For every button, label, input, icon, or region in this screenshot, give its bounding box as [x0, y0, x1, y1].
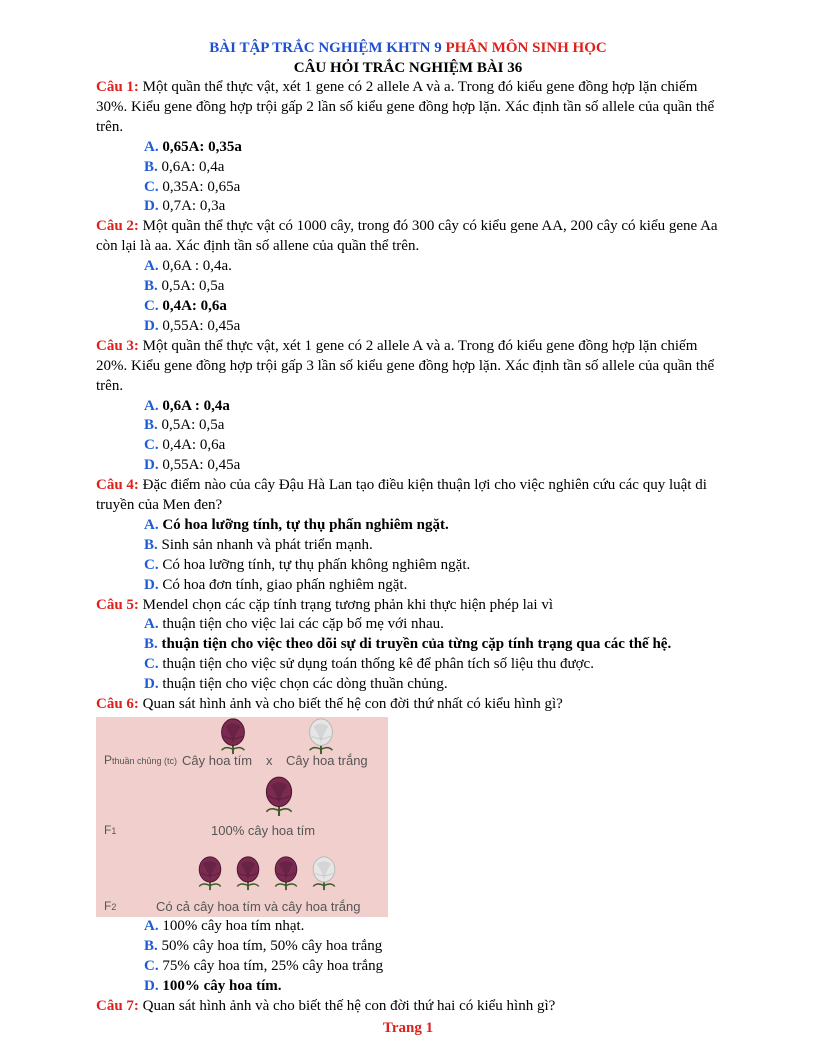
question-4	[96, 476, 726, 516]
answer-option[interactable]	[144, 516, 726, 536]
option-text: thuận tiện cho việc chọn các dòng thuần chủng.	[162, 676, 448, 693]
option-text: 0,6A : 0,4a	[162, 397, 230, 414]
f1-generation-label: F1	[104, 823, 117, 837]
question-text: Quan sát hình ảnh và cho biết thế hệ con đời thứ hai có kiểu hình gì?	[138, 997, 556, 1014]
option-label: C.	[144, 556, 159, 573]
option-text: 75% cây hoa tím, 25% cây hoa trắng	[162, 957, 384, 974]
answer-option[interactable]	[144, 416, 726, 436]
option-text: 0,55A: 0,45a	[162, 457, 241, 474]
question-5	[96, 596, 726, 616]
option-label: C.	[144, 656, 159, 673]
option-label: B.	[144, 417, 158, 434]
option-text: 0,55A: 0,45a	[162, 317, 241, 334]
f2-result-label: Có cả cây hoa tím và cây hoa trắng	[156, 899, 361, 914]
option-label: B.	[144, 158, 158, 175]
option-label: A.	[144, 918, 159, 934]
option-label: C.	[144, 957, 159, 974]
document-subtitle: CÂU HỎI TRẮC NGHIỆM BÀI 36	[293, 60, 523, 76]
option-text: thuận tiện cho việc lai các cặp bố mẹ với nhau.	[162, 616, 444, 633]
question-1	[96, 78, 726, 138]
option-text: Có hoa lưỡng tính, tự thụ phấn nghiêm ngặt.	[162, 516, 449, 533]
option-text: thuận tiện cho việc sử dụng toán thống kê để phân tích số liệu thu được.	[162, 656, 594, 673]
option-label: A.	[144, 516, 159, 533]
answer-option[interactable]	[144, 977, 726, 997]
question-label: Câu 7:	[96, 997, 139, 1014]
option-text: 0,6A: 0,4a	[161, 158, 225, 175]
purple-flower-icon	[192, 855, 228, 897]
white-parent-label: Cây hoa trắng	[286, 753, 368, 768]
question-text: Quan sát hình ảnh và cho biết thế hệ con đời thứ nhất có kiểu hình gì?	[138, 696, 563, 713]
question-text: Một quần thể thực vật, xét 1 gene có 2 allele A và a. Trong đó kiểu gene đồng hợp lặn chiếm 20%. Kiểu gene đồng hợp trội gấp 3 lần số kiểu gene đồng hợp lặn. Xác định tần số allele của quần thể trên.	[96, 337, 715, 394]
answer-option[interactable]	[144, 197, 726, 217]
question-6	[96, 695, 726, 715]
option-text: 0,4A: 0,6a	[162, 297, 227, 314]
option-text: Có hoa đơn tính, giao phấn nghiêm ngặt.	[162, 576, 408, 593]
question-3	[96, 337, 726, 397]
answer-option[interactable]	[144, 178, 726, 198]
question-label: Câu 4:	[96, 477, 139, 494]
cross-symbol: x	[266, 753, 273, 768]
option-label: D.	[144, 676, 159, 693]
answer-option[interactable]	[144, 456, 726, 476]
title-branch: PHÂN MÔN SINH HỌC	[445, 40, 607, 56]
option-label: B.	[144, 536, 158, 553]
genetics-cross-figure	[96, 717, 388, 917]
answer-option[interactable]	[144, 675, 726, 695]
option-text: 0,5A: 0,5a	[161, 417, 225, 434]
answer-option[interactable]	[144, 138, 726, 158]
option-label: A.	[144, 397, 159, 414]
answer-option[interactable]	[144, 536, 726, 556]
option-label: A.	[144, 138, 159, 155]
white-flower-icon	[306, 855, 342, 897]
question-2	[96, 217, 726, 257]
question-label: Câu 5:	[96, 596, 139, 613]
option-text: 0,4A: 0,6a	[162, 437, 226, 454]
option-label: B.	[144, 278, 158, 295]
option-text: Có hoa lưỡng tính, tự thụ phấn không nghiêm ngặt.	[162, 556, 471, 573]
answer-option[interactable]	[144, 556, 726, 576]
option-text: 0,5A: 0,5a	[161, 278, 225, 295]
option-text: 0,65A: 0,35a	[162, 138, 242, 155]
option-label: A.	[144, 616, 159, 633]
option-text: 0,35A: 0,65a	[162, 178, 241, 195]
option-label: C.	[144, 297, 159, 314]
answer-option[interactable]	[144, 436, 726, 456]
answer-option[interactable]	[144, 615, 726, 635]
question-text: Mendel chọn các cặp tính trạng tương phản khi thực hiện phép lai vì	[138, 596, 553, 613]
answer-option[interactable]	[144, 158, 726, 178]
question-list	[96, 78, 726, 1017]
answer-option[interactable]	[144, 297, 726, 317]
question-text: Đặc điểm nào của cây Đậu Hà Lan tạo điều kiện thuận lợi cho việc nghiên cứu các quy luật di truyền của Men đen?	[96, 477, 707, 514]
option-label: A.	[144, 258, 159, 275]
option-text: 0,7A: 0,3a	[162, 198, 226, 215]
option-text: thuận tiện cho việc theo dõi sự di truyền của từng cặp tính trạng qua các thế hệ.	[161, 636, 672, 653]
question-7	[96, 997, 726, 1017]
question-text: Một quần thể thực vật có 1000 cây, trong đó 300 cây có kiểu gene AA, 200 cây có kiểu gene Aa còn lại là aa. Xác định tần số allene của quần thể trên.	[96, 218, 718, 255]
purple-flower-icon	[268, 855, 304, 897]
answer-option[interactable]	[144, 635, 726, 655]
f2-generation-label: F2	[104, 899, 117, 913]
option-label: C.	[144, 178, 159, 195]
option-label: D.	[144, 317, 159, 334]
f1-result-label: 100% cây hoa tím	[211, 823, 316, 838]
answer-option[interactable]	[144, 257, 726, 277]
answer-option[interactable]	[144, 937, 726, 957]
question-text: Một quần thể thực vật, xét 1 gene có 2 allele A và a. Trong đó kiểu gene đồng hợp lặn chiếm 30%. Kiểu gene đồng hợp trội gấp 2 lần số kiểu gene đồng hợp lặn. Xác định tần số allele của quần thể trên.	[96, 79, 715, 135]
option-text: 0,6A : 0,4a.	[162, 258, 232, 275]
answer-option[interactable]	[144, 917, 726, 937]
option-text: 100% cây hoa tím nhạt.	[162, 918, 305, 934]
p-generation-label: Pthuần chủng (tc)	[104, 753, 178, 767]
purple-flower-icon	[258, 775, 300, 823]
purple-flower-icon	[230, 855, 266, 897]
option-label: D.	[144, 576, 159, 593]
option-text: Sinh sản nhanh và phát triển mạnh.	[161, 536, 373, 553]
option-text: 100% cây hoa tím.	[162, 977, 282, 994]
option-label: B.	[144, 937, 158, 954]
question-label: Câu 1:	[96, 79, 139, 95]
option-label: D.	[144, 457, 159, 474]
answer-option[interactable]	[144, 655, 726, 675]
question-label: Câu 6:	[96, 696, 139, 713]
answer-option[interactable]	[144, 317, 726, 337]
purple-parent-label: Cây hoa tím	[182, 753, 253, 768]
answer-option[interactable]	[144, 397, 726, 417]
option-label: D.	[144, 198, 159, 215]
option-text: 50% cây hoa tím, 50% cây hoa trắng	[161, 937, 383, 954]
option-label: C.	[144, 437, 159, 454]
question-label: Câu 2:	[96, 218, 139, 235]
option-label: D.	[144, 977, 159, 994]
document-title	[0, 38, 816, 58]
answer-option[interactable]	[144, 576, 726, 596]
answer-option[interactable]	[144, 957, 726, 977]
title-subject: BÀI TẬP TRẮC NGHIỆM KHTN 9	[209, 40, 442, 56]
page-number: Trang 1	[382, 1020, 434, 1036]
question-label: Câu 3:	[96, 337, 139, 354]
option-label: B.	[144, 636, 158, 653]
answer-option[interactable]	[144, 277, 726, 297]
